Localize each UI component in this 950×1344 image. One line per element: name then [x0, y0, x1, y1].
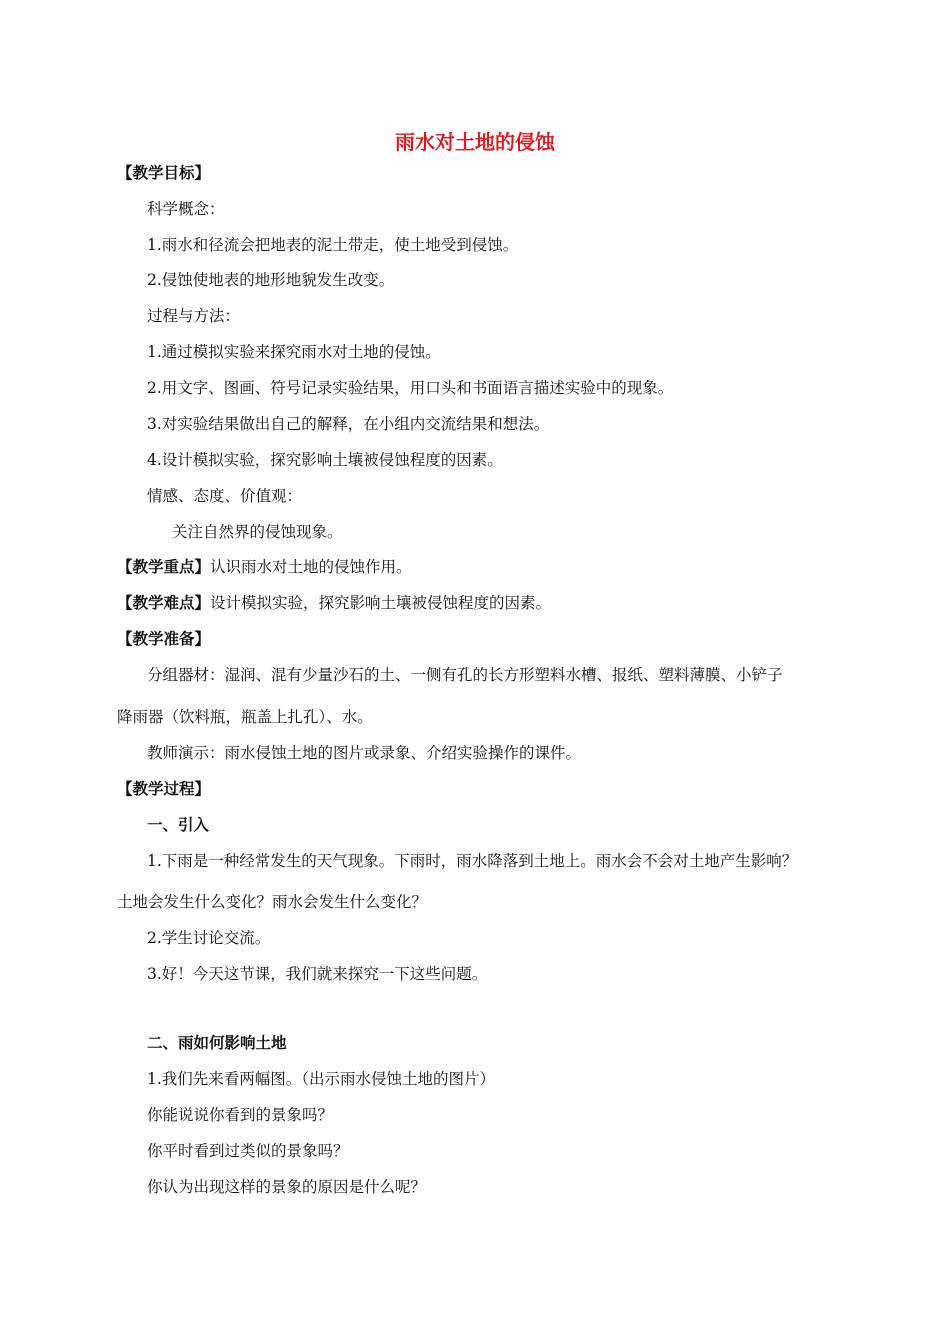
emotion-item: 关注自然界的侵蚀现象。 [172, 523, 343, 541]
science-item-1: 1.雨水和径流会把地表的泥土带走，使土地受到侵蚀。 [147, 236, 519, 254]
difficulty-row [117, 593, 551, 613]
section2-question-1: 你能说说你看到的景象吗？ [147, 1106, 334, 1124]
key-point-heading: 【教学重点】 [117, 558, 211, 576]
process-item-1: 1.通过模拟实验来探究雨水对土地的侵蚀。 [147, 343, 441, 361]
process-item-4: 4.设计模拟实验，探究影响土壤被侵蚀程度的因素。 [147, 451, 503, 469]
difficulty-heading: 【教学难点】 [117, 594, 211, 612]
section2-question-2: 你平时看到过类似的景象吗？ [147, 1142, 349, 1160]
section2-item-1: 1.我们先来看两幅图。（出示雨水侵蚀土地的图片） [147, 1070, 496, 1088]
group-materials-line-1: 分组器材：湿润、混有少量沙石的土、一侧有孔的长方形塑料水槽、报纸、塑料薄膜、小铲子 [147, 666, 783, 684]
intro-item-1-line-2: 土地会发生什么变化？雨水会发生什么变化？ [117, 893, 428, 911]
intro-item-2: 2.学生讨论交流。 [147, 929, 271, 947]
process-method-label: 过程与方法： [147, 307, 241, 325]
key-point-text: 认识雨水对土地的侵蚀作用。 [210, 558, 412, 576]
difficulty-text: 设计模拟实验，探究影响土壤被侵蚀程度的因素。 [210, 594, 552, 612]
group-materials-line-2: 降雨器（饮料瓶，瓶盖上扎孔）、水。 [117, 708, 373, 726]
intro-item-3: 3.好！今天这节课，我们就来探究一下这些问题。 [147, 965, 488, 983]
intro-heading: 一、引入 [147, 816, 210, 834]
process-item-3: 3.对实验结果做出自己的解释，在小组内交流结果和想法。 [147, 415, 550, 433]
process-item-2: 2.用文字、图画、符号记录实验结果，用口头和书面语言描述实验中的现象。 [147, 379, 674, 397]
science-item-2: 2.侵蚀使地表的地形地貌发生改变。 [147, 271, 395, 289]
page-title: 雨水对土地的侵蚀 [395, 130, 555, 154]
process-heading: 【教学过程】 [117, 780, 211, 798]
section2-heading: 二、雨如何影响土地 [147, 1034, 287, 1052]
key-point-row [117, 557, 412, 577]
emotion-label: 情感、态度、价值观： [147, 487, 303, 505]
science-concept-label: 科学概念： [147, 200, 225, 218]
goals-heading: 【教学目标】 [117, 164, 211, 182]
section2-question-3: 你认为出现这样的景象的原因是什么呢？ [147, 1178, 427, 1196]
preparation-heading: 【教学准备】 [117, 630, 211, 648]
teacher-demo: 教师演示：雨水侵蚀土地的图片或录象、介绍实验操作的课件。 [147, 744, 582, 762]
intro-item-1-line-1: 1.下雨是一种经常发生的天气现象。下雨时，雨水降落到土地上。雨水会不会对土地产生影响？ [147, 852, 798, 870]
